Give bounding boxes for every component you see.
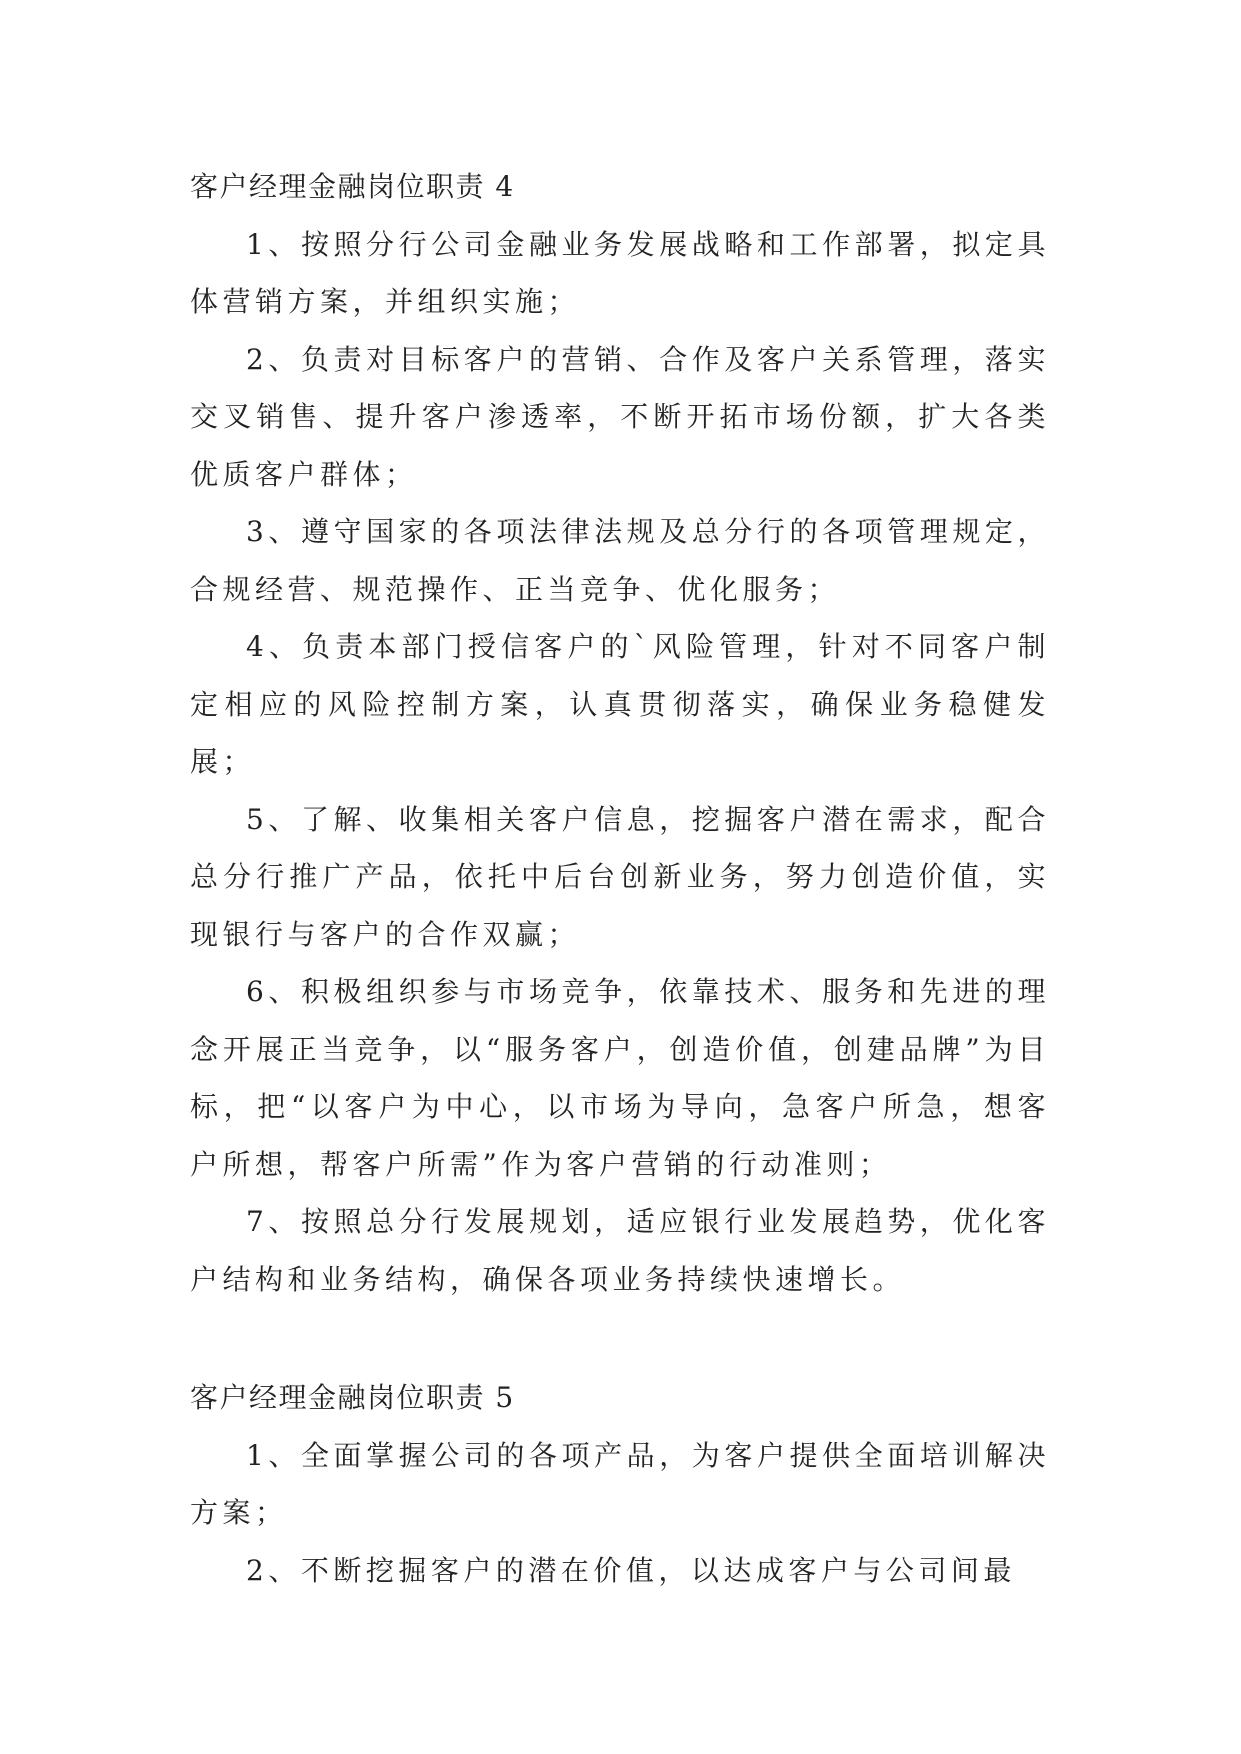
duty-item: 2、负责对目标客户的营销、合作及客户关系管理，落实交叉销售、提升客户渗透率，不断开拓市场份额，扩大各类优质客户群体； <box>190 342 1050 491</box>
duty-item: 5、了解、收集相关客户信息，挖掘客户潜在需求，配合总分行推广产品，依托中后台创新业务，努力创造价值，实现银行与客户的合作双赢； <box>190 802 1050 951</box>
duty-item: 6、积极组织参与市场竞争，依靠技术、服务和先进的理念开展正当竞争，以“服务客户，创造价值，创建品牌”为目标，把“以客户为中心，以市场为导向，急客户所急，想客户所想，帮客户所需”作为客户营销的行动准则； <box>190 975 1050 1181</box>
section-4 <box>190 158 1050 1308</box>
section-spacer <box>190 1308 1050 1369</box>
duty-item: 1、按照分行公司金融业务发展战略和工作部署，拟定具体营销方案，并组织实施； <box>190 227 1050 318</box>
duty-item: 4、负责本部门授信客户的`风险管理，针对不同客户制定相应的风险控制方案，认真贯彻落实，确保业务稳健发展； <box>190 630 1050 778</box>
duty-item: 2、不断挖掘客户的潜在价值，以达成客户与公司间最 <box>246 1553 1016 1587</box>
duty-item: 1、全面掌握公司的各项产品，为客户提供全面培训解决方案； <box>190 1438 1050 1529</box>
section-title: 客户经理金融岗位职责 5 <box>190 1381 515 1414</box>
document-body <box>190 158 1050 1599</box>
section-title: 客户经理金融岗位职责 4 <box>190 170 515 203</box>
duty-item: 3、遵守国家的各项法律法规及总分行的各项管理规定，合规经营、规范操作、正当竞争、优化服务； <box>190 515 1050 606</box>
duty-item: 7、按照总分行发展规划，适应银行业发展趋势，优化客户结构和业务结构，确保各项业务持续快速增长。 <box>190 1205 1050 1296</box>
section-5 <box>190 1369 1050 1599</box>
